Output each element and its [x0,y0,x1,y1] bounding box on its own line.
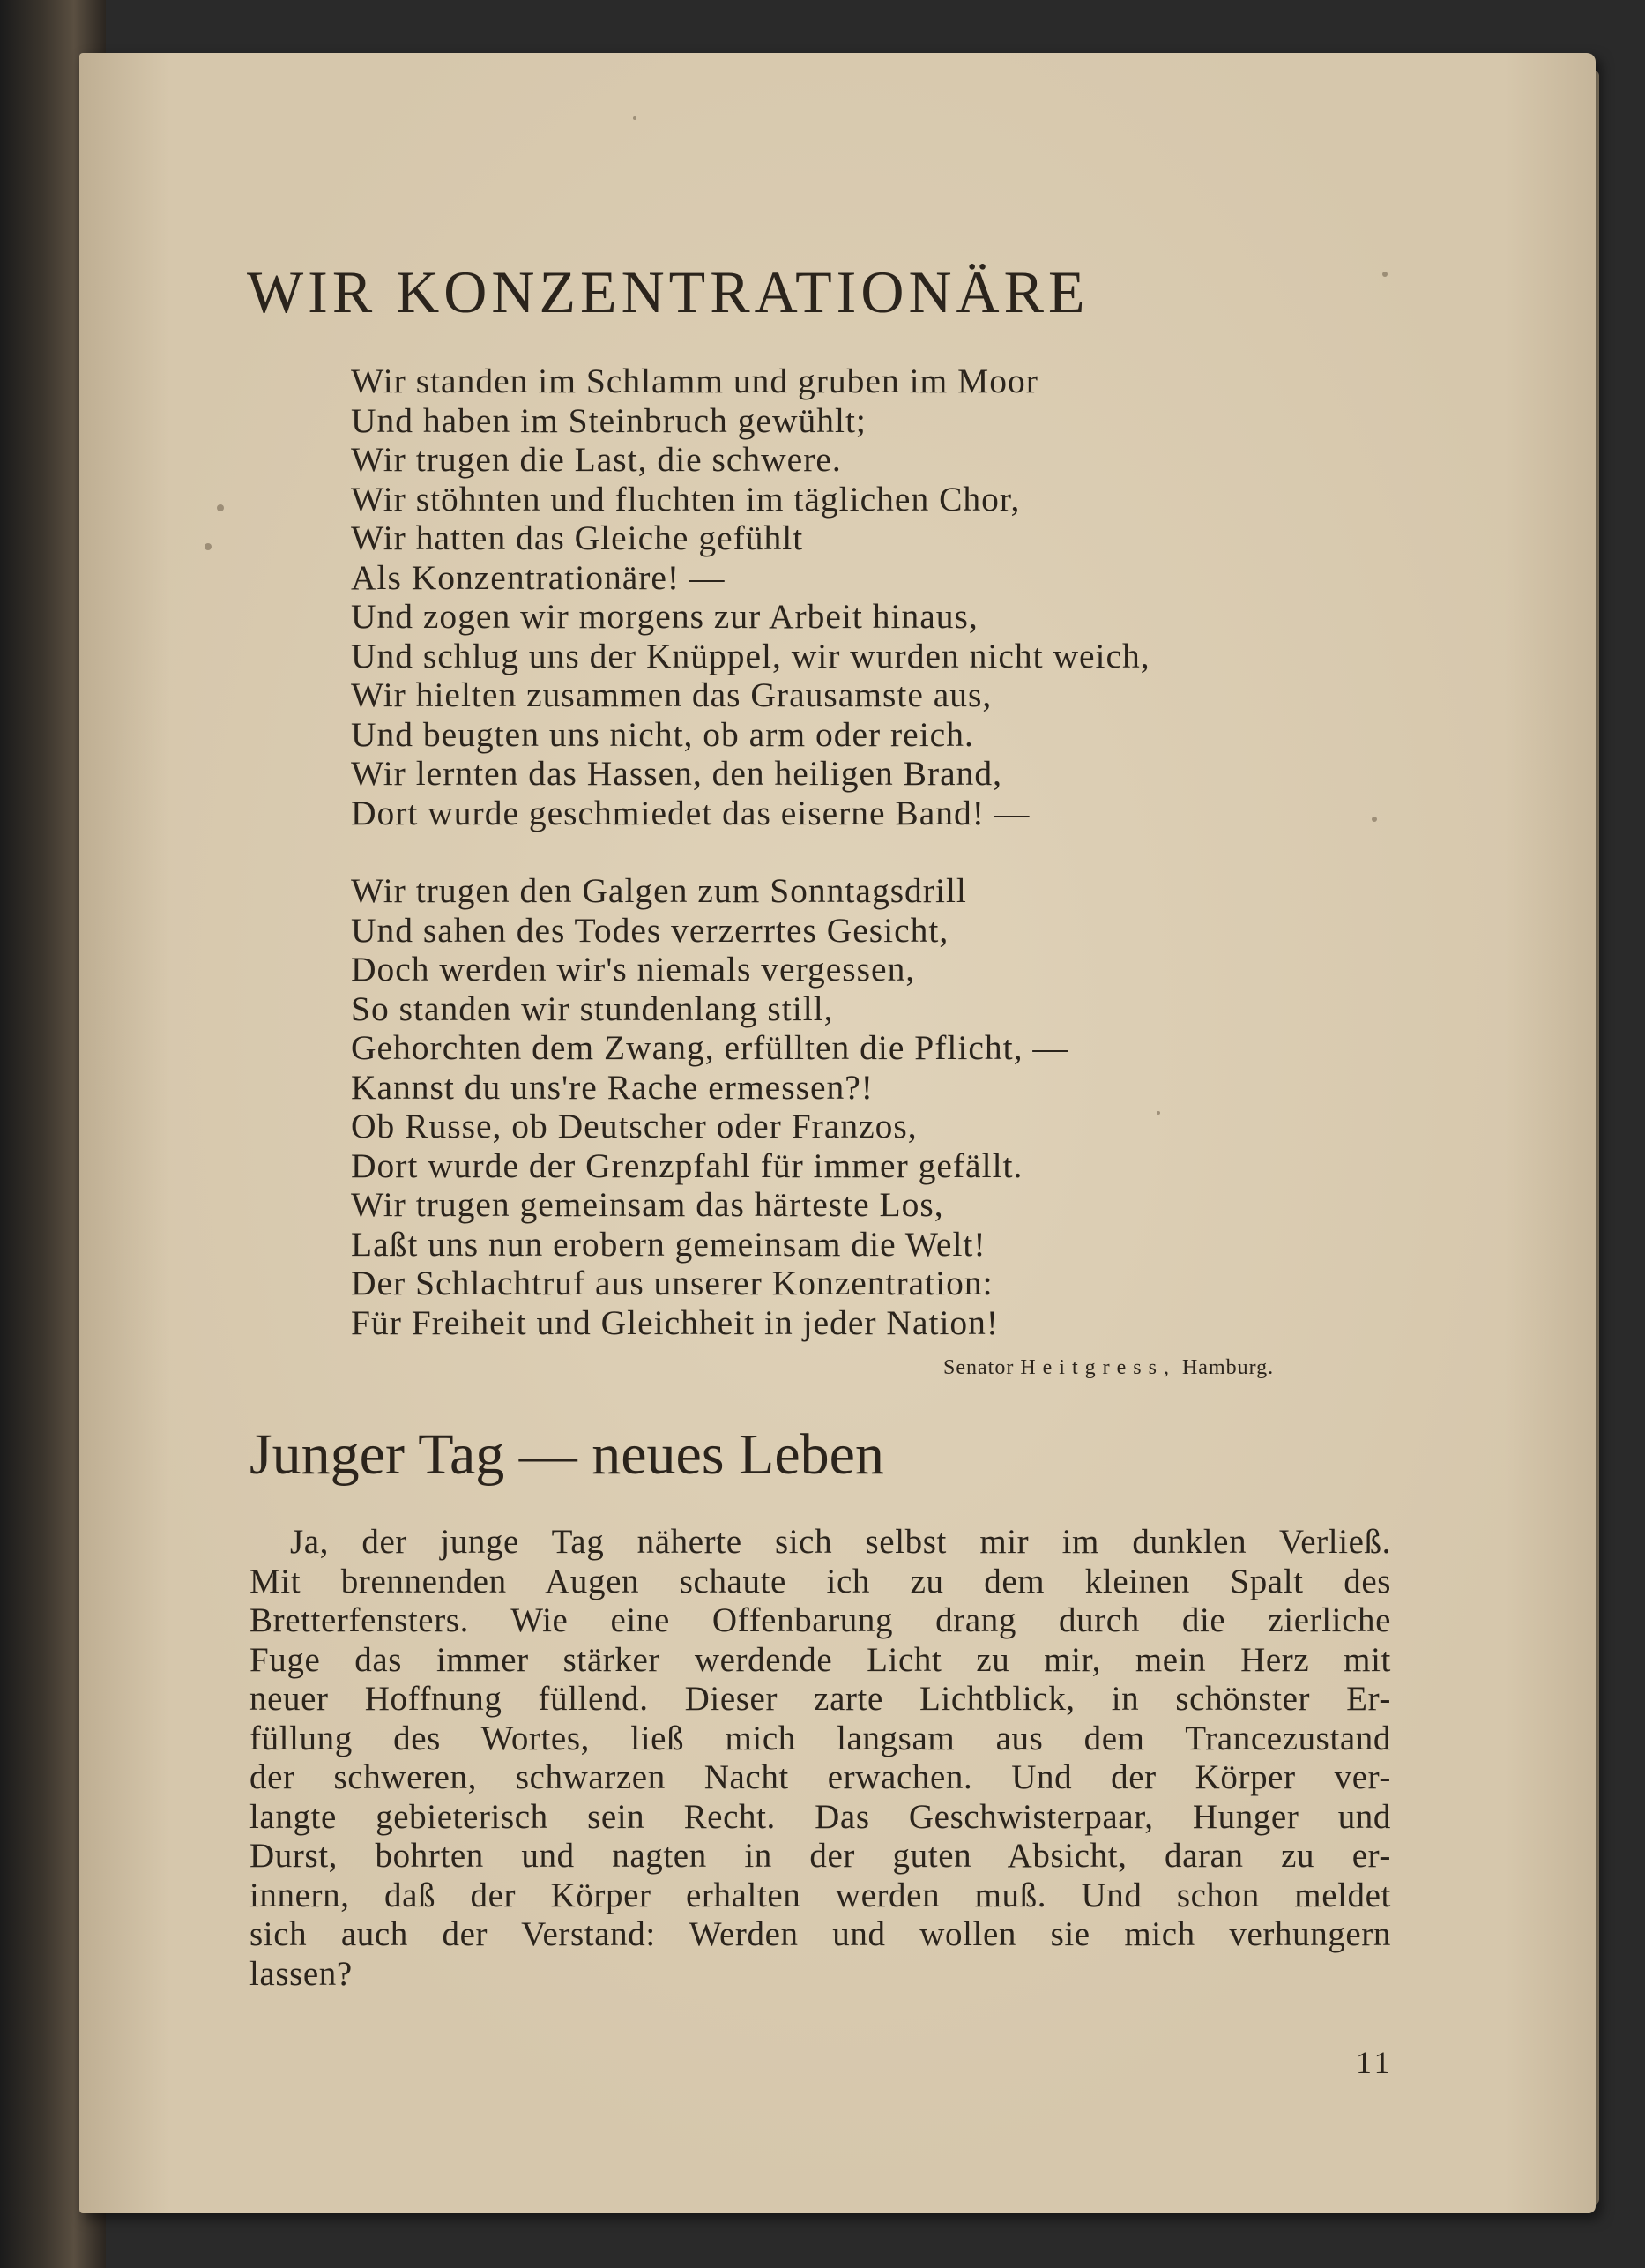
poem-line: Wir trugen die Last, die schwere. [351,440,842,479]
poem-line: Und beugten uns nicht, ob arm oder reich. [351,714,974,754]
article-title: Junger Tag — neues Leben [249,1422,884,1487]
poem-line: Kannst du uns're Rache ermessen?! [351,1067,874,1107]
article-line: neuer Hoffnung füllend. Dieser zarte Lichtblick, in schönster Er- [249,1680,1391,1718]
poem-line: Gehorchten dem Zwang, erfüllten die Pflicht, — [351,1028,1068,1067]
poem-line: Wir hielten zusammen das Grausamste aus, [351,675,993,714]
article-line: Durst, bohrten und nagten in der guten Absicht, daran zu er- [249,1837,1391,1875]
poem-line: Und zogen wir morgens zur Arbeit hinaus, [351,597,979,636]
article-line: der schweren, schwarzen Nacht erwachen. Und der Körper ver- [249,1758,1391,1796]
page-number: 11 [1356,2045,1394,2080]
poem-line: Und haben im Steinbruch gewühlt; [351,400,867,440]
article-line: Ja, der junge Tag näherte sich selbst mir im dunklen Verließ. [290,1523,1391,1561]
poem-line: Der Schlachtruf aus unserer Konzentration: [351,1264,994,1302]
article-line: Bretterfensters. Wie eine Offenbarung drang durch die zierliche [249,1601,1391,1639]
article-line: füllung des Wortes, ließ mich langsam aus dem Trancezustand [249,1719,1391,1757]
poem-line: Wir stöhnten und fluchten im täglichen Chor, [351,479,1021,519]
poem-body [351,362,1409,1342]
article-line: langte gebieterisch sein Recht. Das Geschwisterpaar, Hunger und [249,1797,1391,1836]
poem-attribution [943,1356,1274,1380]
poem-line: Und sahen des Todes verzerrtes Gesicht, [351,910,949,950]
article-line: sich auch der Verstand: Werden und wollen sie mich verhungern [249,1915,1391,1953]
article-line: innern, daß der Körper erhalten werden muß. Und schon meldet [249,1876,1391,1914]
article-line: Mit brennenden Augen schaute ich zu dem kleinen Spalt des [249,1562,1391,1600]
attribution-place: Hamburg. [1181,1356,1275,1379]
poem-line: Doch werden wir's niemals vergessen, [351,950,916,989]
poem-line: Dort wurde geschmiedet das eiserne Band! — [351,793,1031,832]
attribution-author: Heitgress, [1020,1356,1176,1379]
article-line: Fuge das immer stärker werdende Licht zu mir, mein Herz mit [249,1640,1391,1679]
article-line: lassen? [249,1954,353,1993]
poem-line: Wir hatten das Gleiche gefühlt [351,519,804,557]
poem-line: Wir trugen gemeinsam das härteste Los, [351,1185,944,1224]
poem-line: Als Konzentrationäre! — [351,557,726,597]
poem-line: Wir lernten das Hassen, den heiligen Brand, [351,754,1003,793]
poem-line: So standen wir stundenlang still, [351,989,834,1028]
poem-line: Laßt uns nun erobern gemeinsam die Welt! [351,1224,986,1264]
poem-line: Für Freiheit und Gleichheit in jeder Nation! [351,1302,1000,1342]
poem-title: WIR KONZENTRATIONÄRE [247,258,1090,325]
poem-line: Wir standen im Schlamm und gruben im Moor [351,362,1038,400]
poem-line: Ob Russe, ob Deutscher oder Franzos, [351,1107,918,1145]
poem-line: Und schlug uns der Knüppel, wir wurden nicht weich, [351,636,1150,675]
poem-line: Dort wurde der Grenzpfahl für immer gefällt. [351,1145,1023,1185]
attribution-prefix: Senator [943,1356,1015,1379]
stanza-gap [351,832,1409,871]
article-body [249,1523,1391,1994]
poem-line: Wir trugen den Galgen zum Sonntagsdrill [351,871,967,910]
